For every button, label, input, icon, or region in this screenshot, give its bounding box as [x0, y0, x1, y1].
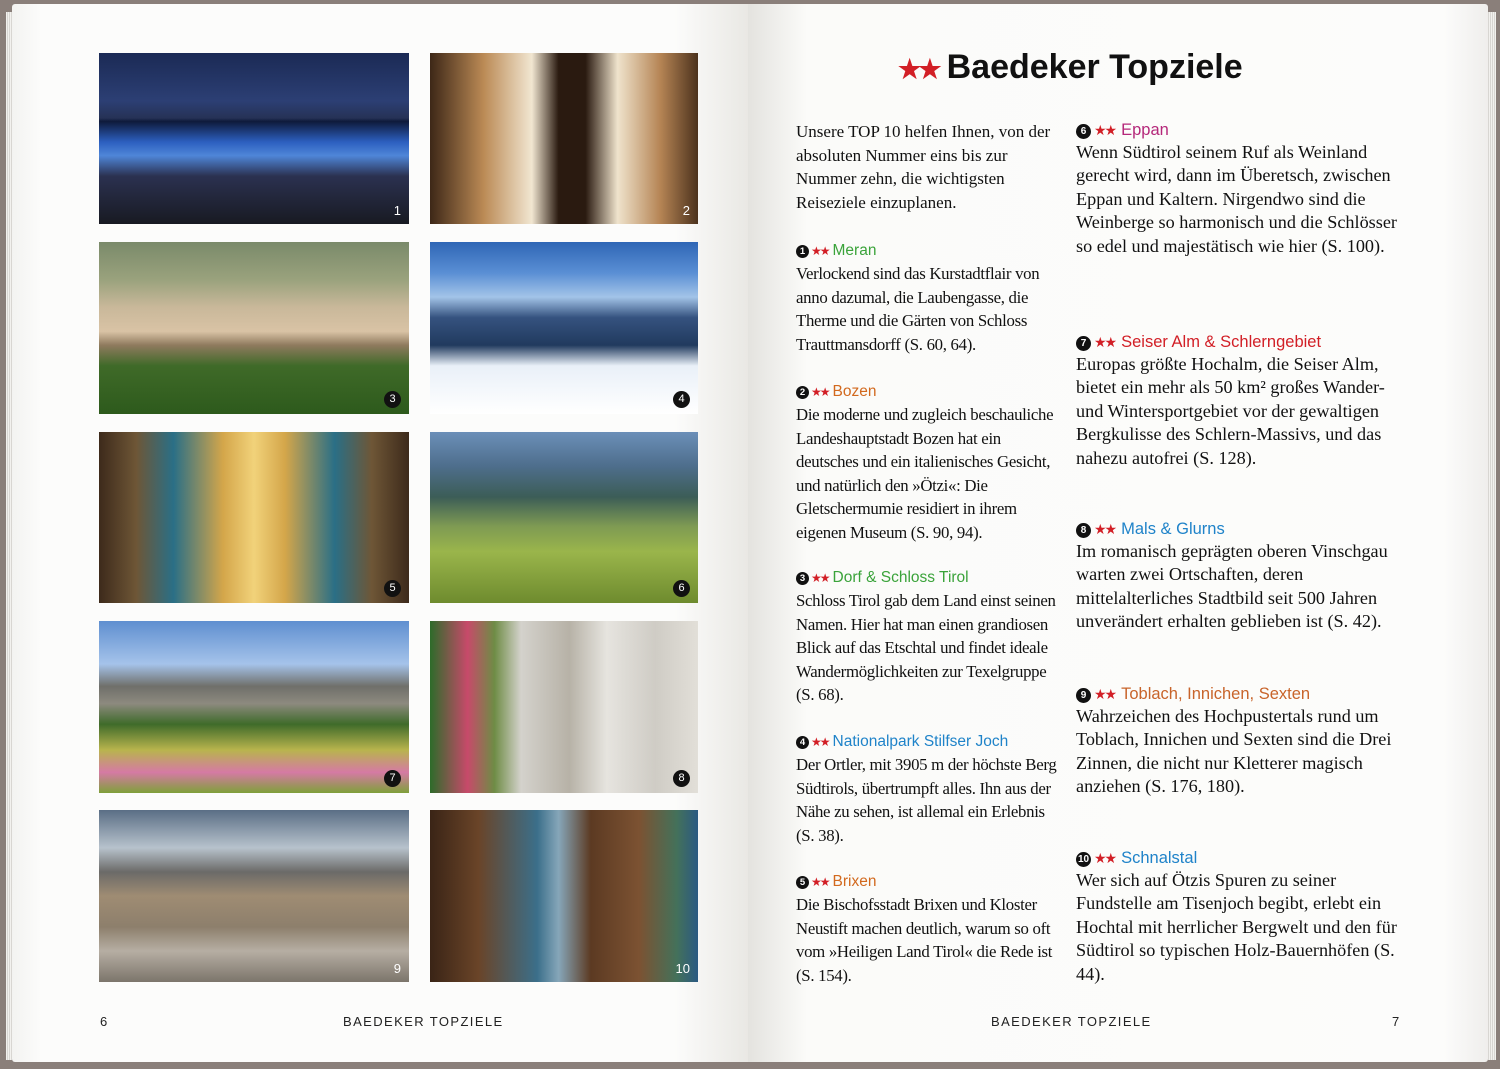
star-rating-icon: ★★: [1094, 686, 1116, 702]
entry-number-badge: 1: [796, 245, 809, 258]
photo-number: 2: [682, 203, 690, 218]
running-footer: BAEDEKER TOPZIELE: [343, 1014, 504, 1029]
star-rating-icon: ★★: [811, 875, 829, 889]
entry-heading: [796, 240, 1058, 262]
entry-title: Mals & Glurns: [1121, 520, 1225, 538]
entry-title: Dorf & Schloss Tirol: [832, 569, 969, 586]
entry-number-badge: 4: [796, 736, 809, 749]
entry-heading: [796, 871, 1058, 893]
star-rating-icon: ★★: [1094, 122, 1116, 138]
photo-1: [99, 53, 409, 224]
entry-title: Brixen: [832, 873, 877, 890]
top-entry: [796, 871, 1058, 987]
top-entry: [796, 240, 1058, 356]
page-number: 7: [1392, 1014, 1401, 1029]
page-edges-right: [1488, 12, 1496, 1060]
photo-5: [99, 432, 409, 603]
top-entry: [796, 567, 1058, 707]
photo-number: 10: [675, 961, 690, 976]
photo-number: 6: [673, 580, 690, 597]
page-title-text: Baedeker Topziele: [946, 48, 1243, 86]
star-rating-icon: ★★: [811, 385, 829, 399]
photo-number: 8: [673, 770, 690, 787]
entry-number-badge: 8: [1076, 523, 1091, 538]
entry-heading: [796, 567, 1058, 589]
photo-4: [430, 242, 698, 414]
entry-title: Toblach, Innichen, Sexten: [1121, 685, 1311, 703]
star-rating-icon: ★★: [1094, 334, 1116, 350]
star-rating-icon: ★★: [1094, 521, 1116, 537]
entry-text: Europas größte Hochalm, die Seiser Alm, bietet ein mehr als 50 km² großes Wander- und Wintersportgebiet vor der gewaltigen Bergkulisse des Schlern-Massivs, und das nahezu autofrei (S. 128).: [1076, 354, 1385, 468]
photo-number: 5: [384, 580, 401, 597]
star-rating-icon: ★★: [811, 735, 829, 749]
entry-text: Wahrzeichen des Hochpustertals rund um Toblach, Innichen und Sexten sind die Drei Zinnen, die nicht nur Kletterer magisch anziehen (S. 176, 180).: [1076, 706, 1392, 797]
entry-text: Wenn Südtirol seinem Ruf als Weinland gerecht wird, dann im Überetsch, zwischen Eppan und Kaltern. Nirgendwo sind die Weinberge so harmonisch und die Schlösser so edel und majestätisch wie hier (S. 100).: [1076, 142, 1397, 256]
entry-number-badge: 10: [1077, 854, 1090, 865]
entry-heading: [1076, 684, 1406, 705]
entry-heading: [1076, 332, 1406, 353]
page-number: 6: [100, 1014, 109, 1029]
entry-number-badge: 5: [796, 876, 809, 889]
photo-number: 3: [384, 391, 401, 408]
star-rating-icon: ★★: [811, 244, 829, 258]
entry-heading: [1076, 848, 1406, 869]
top-entry: [1076, 848, 1406, 986]
entry-number-badge: 7: [1076, 336, 1091, 351]
entry-text: Der Ortler, mit 3905 m der höchste Berg Südtirols, übertrumpft alles. Ihn aus der Nähe zu sehen, ist allemal ein Erlebnis (S. 38).: [796, 755, 1057, 845]
top-entry: [796, 381, 1058, 544]
entry-number-badge: 2: [796, 386, 809, 399]
entry-number-badge: 3: [796, 572, 809, 585]
entry-title: Seiser Alm & Schlerngebiet: [1121, 333, 1322, 351]
photo-9: [99, 810, 409, 982]
open-book: [6, 4, 1494, 1066]
entry-number-badge: 9: [1076, 688, 1091, 703]
top-entry: [1076, 120, 1406, 258]
page-title: [898, 48, 1243, 87]
entry-text: Wer sich auf Ötzis Spuren zu seiner Fundstelle am Tisenjoch begibt, erlebt ein Hochtal mit herrlicher Bergwelt und den für Südtirol so typischen Holz-Bauernhöfen (S. 44).: [1076, 870, 1397, 984]
photo-number: 1: [393, 203, 401, 218]
entry-title: Meran: [832, 242, 877, 259]
top-entry: [1076, 519, 1406, 634]
photo-6: [430, 432, 698, 603]
photo-3: [99, 242, 409, 414]
photo-number: 7: [384, 770, 401, 787]
entry-heading: [796, 381, 1058, 403]
running-footer: BAEDEKER TOPZIELE: [991, 1014, 1152, 1029]
star-rating-icon: ★★: [1094, 850, 1116, 866]
photo-10: [430, 810, 698, 982]
entry-heading: [1076, 120, 1406, 141]
entry-title: Eppan: [1121, 121, 1169, 139]
star-rating-icon: ★★: [811, 571, 829, 585]
photo-2: [430, 53, 698, 224]
photo-7: [99, 621, 409, 793]
entry-number-badge: 6: [1076, 124, 1091, 139]
photo-number: 4: [673, 391, 690, 408]
right-page: [748, 4, 1488, 1062]
top-entry: [796, 731, 1058, 847]
entry-heading: [796, 731, 1058, 753]
entry-title: Bozen: [832, 383, 877, 400]
top-entry: [1076, 684, 1406, 799]
photo-number: 9: [393, 961, 401, 976]
top-entry: [1076, 332, 1406, 470]
entry-title: Schnalstal: [1121, 849, 1198, 867]
star-rating-icon: ★★: [898, 54, 939, 84]
entry-text: Im romanisch geprägten oberen Vinschgau warten zwei Ortschaften, deren mittelalterliches Stadtbild seit 500 Jahren unverändert erhalten geblieben ist (S. 42).: [1076, 541, 1388, 632]
entry-title: Nationalpark Stilfser Joch: [832, 733, 1009, 750]
entry-text: Schloss Tirol gab dem Land einst seinen Namen. Hier hat man einen grandiosen Blick auf das Etschtal und findet ideale Wandermöglichkeiten zur Texelgruppe (S. 68).: [796, 591, 1056, 704]
entry-text: Die moderne und zugleich beschauliche Landeshauptstadt Bozen hat ein deutsches und ein italienisches Gesicht, und natürlich den »Ötzi«: Die Gletschermumie residiert in ihrem eigenen Museum (S. 90, 94).: [796, 405, 1054, 542]
entry-text: Die Bischofsstadt Brixen und Kloster Neustift machen deutlich, warum so oft vom »Heiligen Land Tirol« die Rede ist (S. 154).: [796, 895, 1053, 985]
left-page: [12, 4, 748, 1062]
entry-text: Verlockend sind das Kurstadtflair von anno dazumal, die Laubengasse, die Therme und die Gärten von Schloss Trauttmansdorff (S. 60, 64).: [796, 264, 1040, 354]
intro-text: Unsere TOP 10 helfen Ihnen, von der absoluten Nummer eins bis zur Nummer zehn, die wichtigsten Reiseziele einzuplanen.: [796, 122, 1051, 212]
photo-8: [430, 621, 698, 793]
entry-heading: [1076, 519, 1406, 540]
